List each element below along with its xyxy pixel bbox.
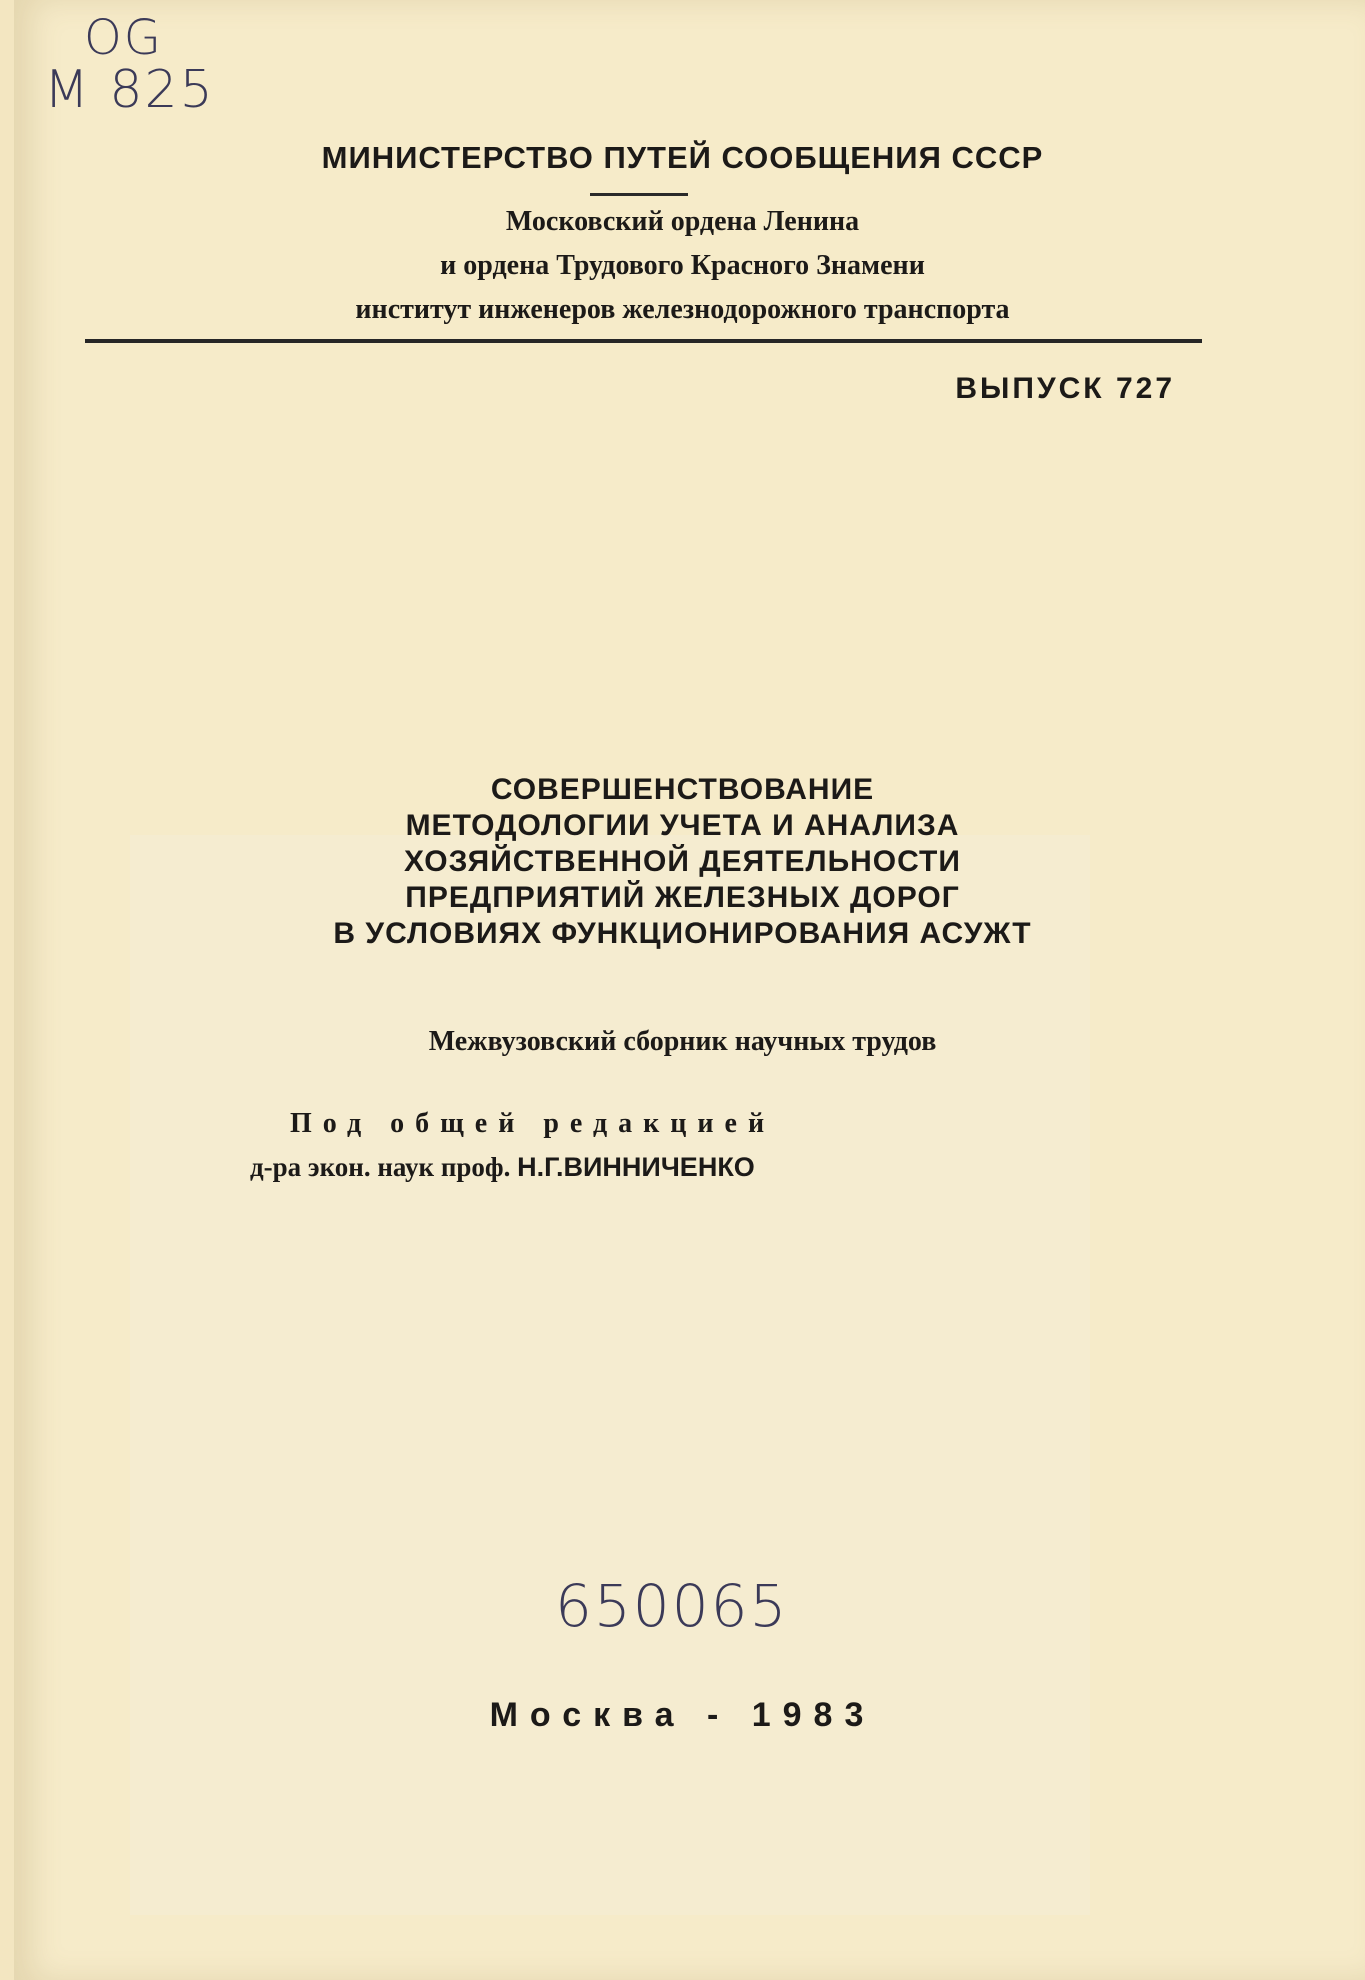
title-line-4: ПРЕДПРИЯТИЙ ЖЕЛЕЗНЫХ ДОРОГ xyxy=(405,881,960,914)
title-line-2: МЕТОДОЛОГИИ УЧЕТА И АНАЛИЗА xyxy=(405,809,960,842)
institute-line-3: институт инженеров железнодорожного транспорта xyxy=(355,294,1010,325)
subtitle: Межвузовский сборник научных трудов xyxy=(428,1026,937,1057)
shelf-mark-line-2: М 825 xyxy=(44,60,215,120)
imprint: Москва - 1983 xyxy=(489,1696,876,1734)
institute-line-1: Московский ордена Ленина xyxy=(505,206,860,237)
institute-line-2: и ордена Трудового Красного Знамени xyxy=(440,250,925,281)
short-divider xyxy=(590,193,688,196)
title-line-5: В УСЛОВИЯХ ФУНКЦИОНИРОВАНИЯ АСУЖТ xyxy=(333,917,1032,950)
paper-light-patch xyxy=(130,835,1090,1915)
title-line-3: ХОЗЯЙСТВЕННОЙ ДЕЯТЕЛЬНОСТИ xyxy=(404,845,961,878)
issue-number: ВЫПУСК 727 xyxy=(955,372,1175,405)
book-title xyxy=(0,772,1365,952)
inventory-number: 650065 xyxy=(555,1572,789,1640)
title-line-1: СОВЕРШЕНСТВОВАНИЕ xyxy=(490,773,875,806)
header-divider xyxy=(85,339,1202,343)
editor-name: Н.Г.ВИННИЧЕНКО xyxy=(517,1152,755,1182)
shelf-mark-line-1: ОG xyxy=(84,10,163,66)
editor-line-1: Под общей редакцией xyxy=(290,1108,776,1139)
editor-credentials: д-ра экон. наук проф. xyxy=(250,1152,511,1182)
ministry-heading: МИНИСТЕРСТВО ПУТЕЙ СООБЩЕНИЯ СССР xyxy=(321,140,1044,175)
editor-line-2 xyxy=(250,1152,755,1183)
